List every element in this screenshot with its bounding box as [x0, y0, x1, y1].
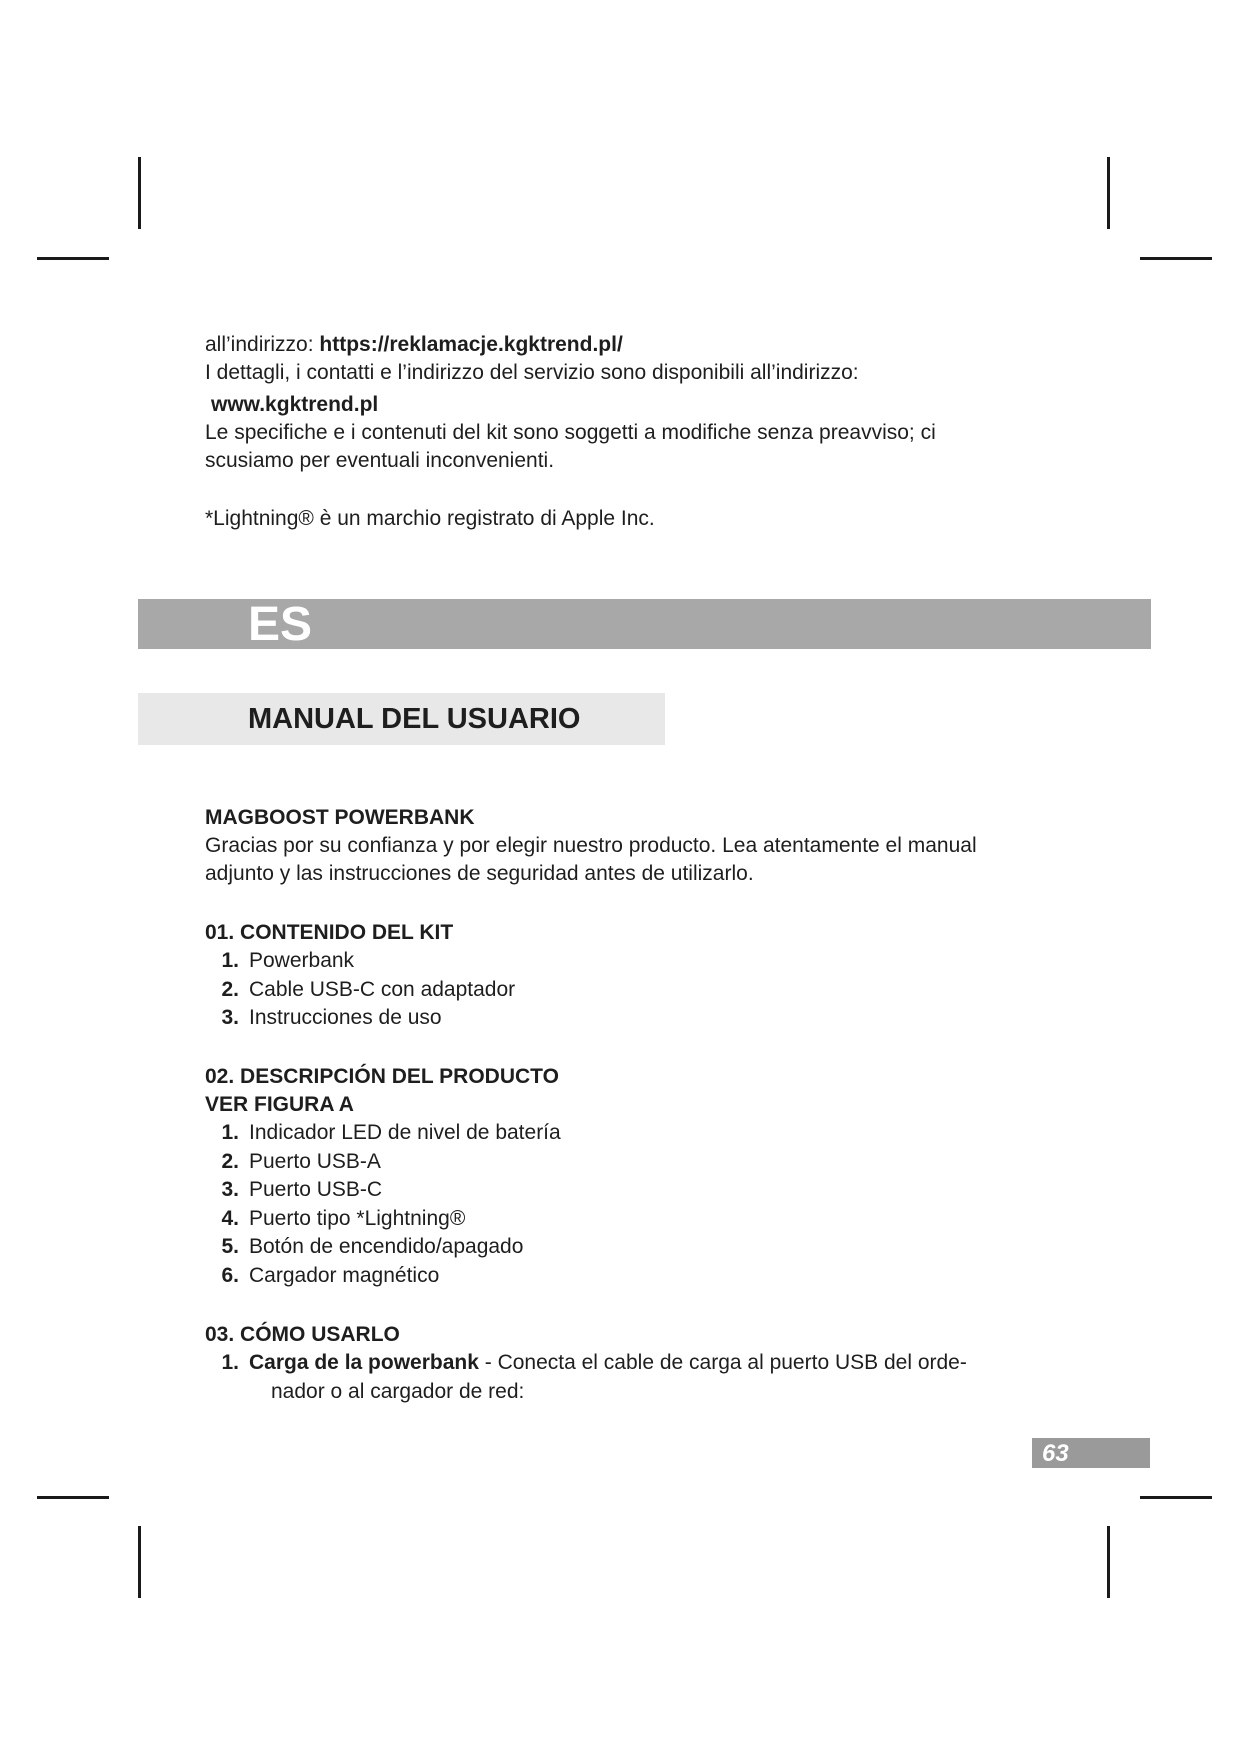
list-item: 1. Carga de la powerbank - Conecta el cable de carga al puerto USB del orde-: [221, 1351, 967, 1374]
list-item: 3. Instrucciones de uso: [221, 1006, 442, 1029]
page-number-tab: [1032, 1438, 1150, 1468]
section-heading: 02. DESCRIPCIÓN DEL PRODUCTO VER FIGURA A: [205, 1063, 559, 1119]
specs-line: Le specifiche e i contenuti del kit sono soggetti a modifiche senza preavviso; ci: [205, 421, 936, 444]
usage-list: [205, 1349, 967, 1406]
intro-line: adjunto y las instrucciones de seguridad antes de utilizarlo.: [205, 862, 754, 885]
product-description-list: [205, 1119, 561, 1290]
italian-section: [205, 331, 936, 533]
intro-line: Gracias por su confianza y por elegir nuestro producto. Lea atentamente el manual: [205, 834, 977, 857]
section-heading: 03. CÓMO USARLO: [205, 1323, 400, 1346]
list-item: 4. Puerto tipo *Lightning®: [221, 1206, 466, 1230]
complaints-link[interactable]: https://reklamacje.kgktrend.pl/: [319, 333, 623, 356]
crop-mark: [138, 157, 141, 229]
list-item: 2. Puerto USB-A: [221, 1149, 381, 1173]
manual-title: MANUAL DEL USUARIO: [248, 703, 581, 735]
website-link[interactable]: www.kgktrend.pl: [211, 393, 379, 416]
list-item: 5. Botón de encendido/apagado: [221, 1235, 524, 1258]
crop-mark: [1107, 157, 1110, 229]
apology-line: scusiamo per eventuali inconvenienti.: [205, 449, 555, 472]
intro-section: [205, 804, 977, 888]
manual-title-bar: [138, 693, 665, 745]
list-item: 1. Indicador LED de nivel de batería: [221, 1121, 561, 1144]
section-heading: 01. CONTENIDO DEL KIT: [205, 921, 454, 944]
crop-mark: [37, 257, 109, 260]
figure-reference: VER FIGURA A: [205, 1093, 354, 1116]
page-number: 63: [1042, 1440, 1069, 1467]
product-name: MAGBOOST POWERBANK: [205, 806, 475, 829]
crop-mark: [1140, 1496, 1212, 1499]
language-bar: [138, 599, 1151, 649]
crop-mark: [138, 1526, 141, 1598]
details-line: I dettagli, i contatti e l’indirizzo del servizio sono disponibili all’indirizzo:: [205, 361, 859, 384]
trademark-note: *Lightning® è un marchio registrato di Apple Inc.: [205, 507, 655, 530]
address-line: all’indirizzo: https://reklamacje.kgktrend.pl/: [205, 333, 623, 356]
language-code: ES: [248, 598, 313, 651]
crop-mark: [37, 1496, 109, 1499]
list-item: 3. Puerto USB-C: [221, 1178, 383, 1201]
crop-mark: [1140, 257, 1212, 260]
list-item: 2. Cable USB-C con adaptador: [221, 977, 516, 1001]
list-item: 1. Powerbank: [221, 949, 355, 972]
list-item: 6. Cargador magnético: [221, 1263, 440, 1287]
kit-contents-list: [205, 947, 515, 1033]
crop-mark: [1107, 1526, 1110, 1598]
list-item-continuation: nador o al cargador de red:: [271, 1379, 525, 1403]
